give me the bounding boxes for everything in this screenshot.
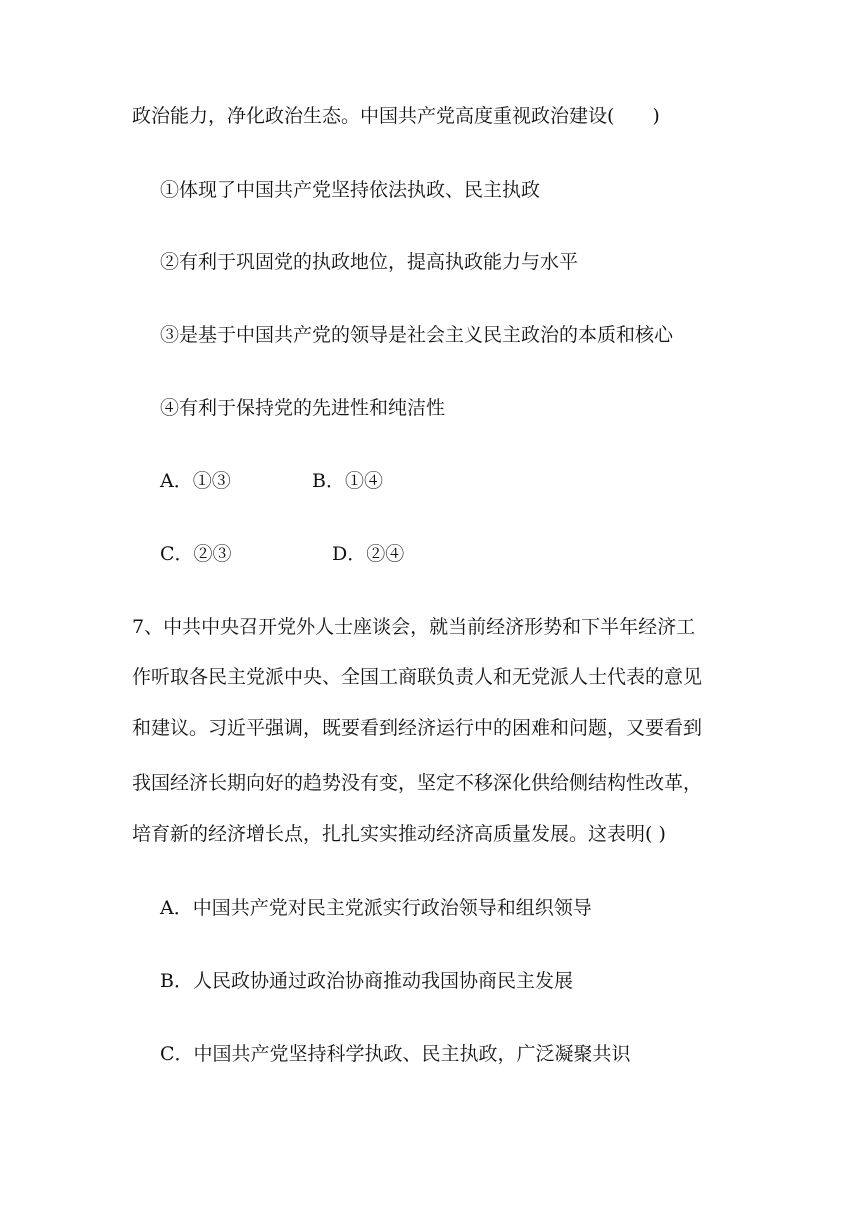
- q6-option-b: B．①④: [312, 470, 383, 492]
- q7-stem-line-5: 培育新的经济增长点，扎扎实实推动经济高质量发展。这表明( ): [132, 823, 666, 845]
- q7-stem-line-2: 作听取各民主党派中央、全国工商联负责人和无党派人士代表的意见: [132, 666, 703, 688]
- q6-statement-4: ④有利于保持党的先进性和纯洁性: [160, 397, 446, 419]
- q7-option-a: A．中国共产党对民主党派实行政治领导和组织领导: [160, 897, 592, 919]
- q6-option-c: C．②③: [160, 543, 232, 565]
- q6-option-a: A．①③: [160, 470, 231, 492]
- q7-stem-line-3: 和建议。习近平强调，既要看到经济运行中的困难和问题，又要看到: [132, 717, 703, 739]
- q6-statement-1: ①体现了中国共产党坚持依法执政、民主执政: [160, 179, 541, 201]
- q6-statement-3: ③是基于中国共产党的领导是社会主义民主政治的本质和核心: [160, 324, 674, 346]
- q7-option-c: C．中国共产党坚持科学执政、民主执政，广泛凝聚共识: [160, 1043, 631, 1065]
- q7-option-b: B．人民政协通过政治协商推动我国协商民主发展: [160, 970, 573, 992]
- q7-stem-line-1: 7、中共中央召开党外人士座谈会，就当前经济形势和下半年经济工: [132, 616, 696, 638]
- q6-option-d: D．②④: [332, 543, 405, 565]
- q7-stem-line-4: 我国经济长期向好的趋势没有变，坚定不移深化供给侧结构性改革，: [132, 772, 703, 794]
- q6-stem-tail: 政治能力，净化政治生态。中国共产党高度重视政治建设( ): [132, 105, 660, 127]
- q6-statement-2: ②有利于巩固党的执政地位，提高执政能力与水平: [160, 251, 579, 273]
